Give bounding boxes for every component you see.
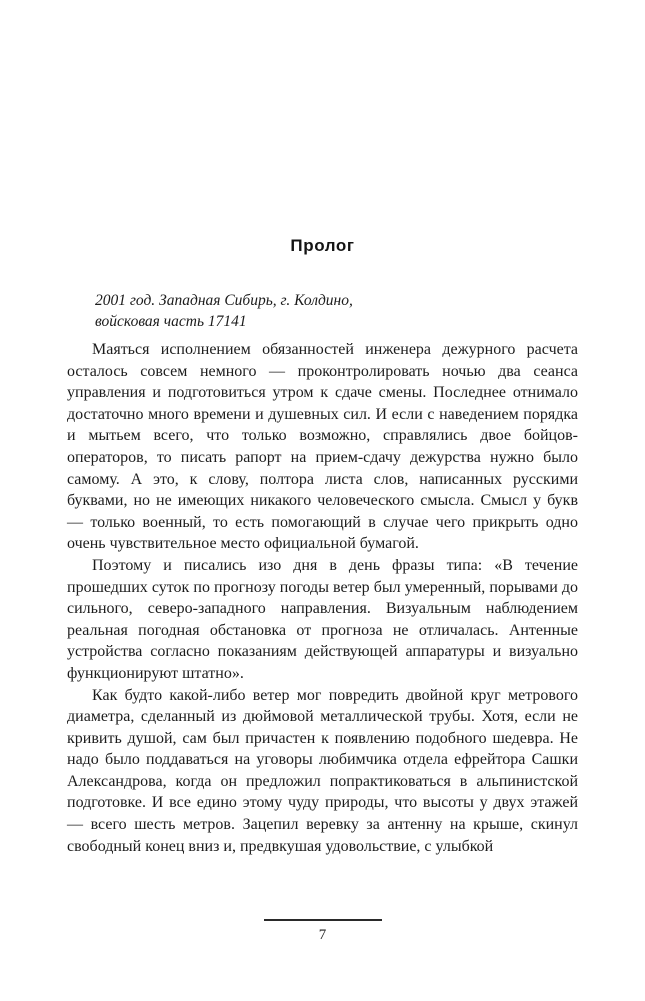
paragraph-2: Поэтому и писались изо дня в день фразы типа: «В течение прошедших суток по прогнозу погоды ветер был умеренный, порывами до сильного, северо-западного направления. Визуальным наблюдением реальная погодная обстановка от прогноза не отличалась. Антенные устройства согласно показаниям действующей аппаратуры и визуально функционируют штатно». xyxy=(67,556,578,682)
body-text xyxy=(67,339,578,857)
dateline-line-2: войсковая часть 17141 xyxy=(95,313,247,330)
chapter-title: Пролог xyxy=(290,236,355,255)
dateline xyxy=(67,290,578,332)
footer-rule xyxy=(264,919,382,921)
paragraph-3: Как будто какой-либо ветер мог повредить двойной круг метрового диаметра, сделанный из дюймовой металлической трубы. Хотя, если не кривить душой, сам был причастен к появлению подобного шедевра. Не надо было поддаваться на уговоры любимчика отдела ефрейтора Сашки Александрова, когда он предложил попрактиковаться в альпинистской подготовке. И все едино этому чуду природы, что высоты у двух этажей — всего шесть метров. Зацепил веревку за антенну на крыше, скинул свободный конец вниз и, предвкушая удовольствие, с улыбкой xyxy=(67,686,578,855)
dateline-line-1: 2001 год. Западная Сибирь, г. Колдино, xyxy=(95,292,353,309)
text-block xyxy=(67,236,578,857)
paragraph-1: Маяться исполнением обязанностей инженера дежурного расчета осталось совсем немного — проконтролировать ночью два сеанса управления и подготовиться утром к сдаче смены. Последнее отнимало достаточно много времени и душевных сил. И если с наведением порядка и мытьем всего, что только возможно, справлялись двое бойцов-операторов, то писать рапорт на прием-сдачу дежурства нужно было самому. А это, к слову, полтора листа слов, написанных русскими буквами, но не имеющих никакого человеческого смысла. Смысл у букв — только военный, то есть помогающий в случае чего прикрыть одно очень чувствительное место официальной бумагой. xyxy=(67,341,578,553)
page-footer xyxy=(0,919,645,944)
page-number: 7 xyxy=(318,927,327,943)
